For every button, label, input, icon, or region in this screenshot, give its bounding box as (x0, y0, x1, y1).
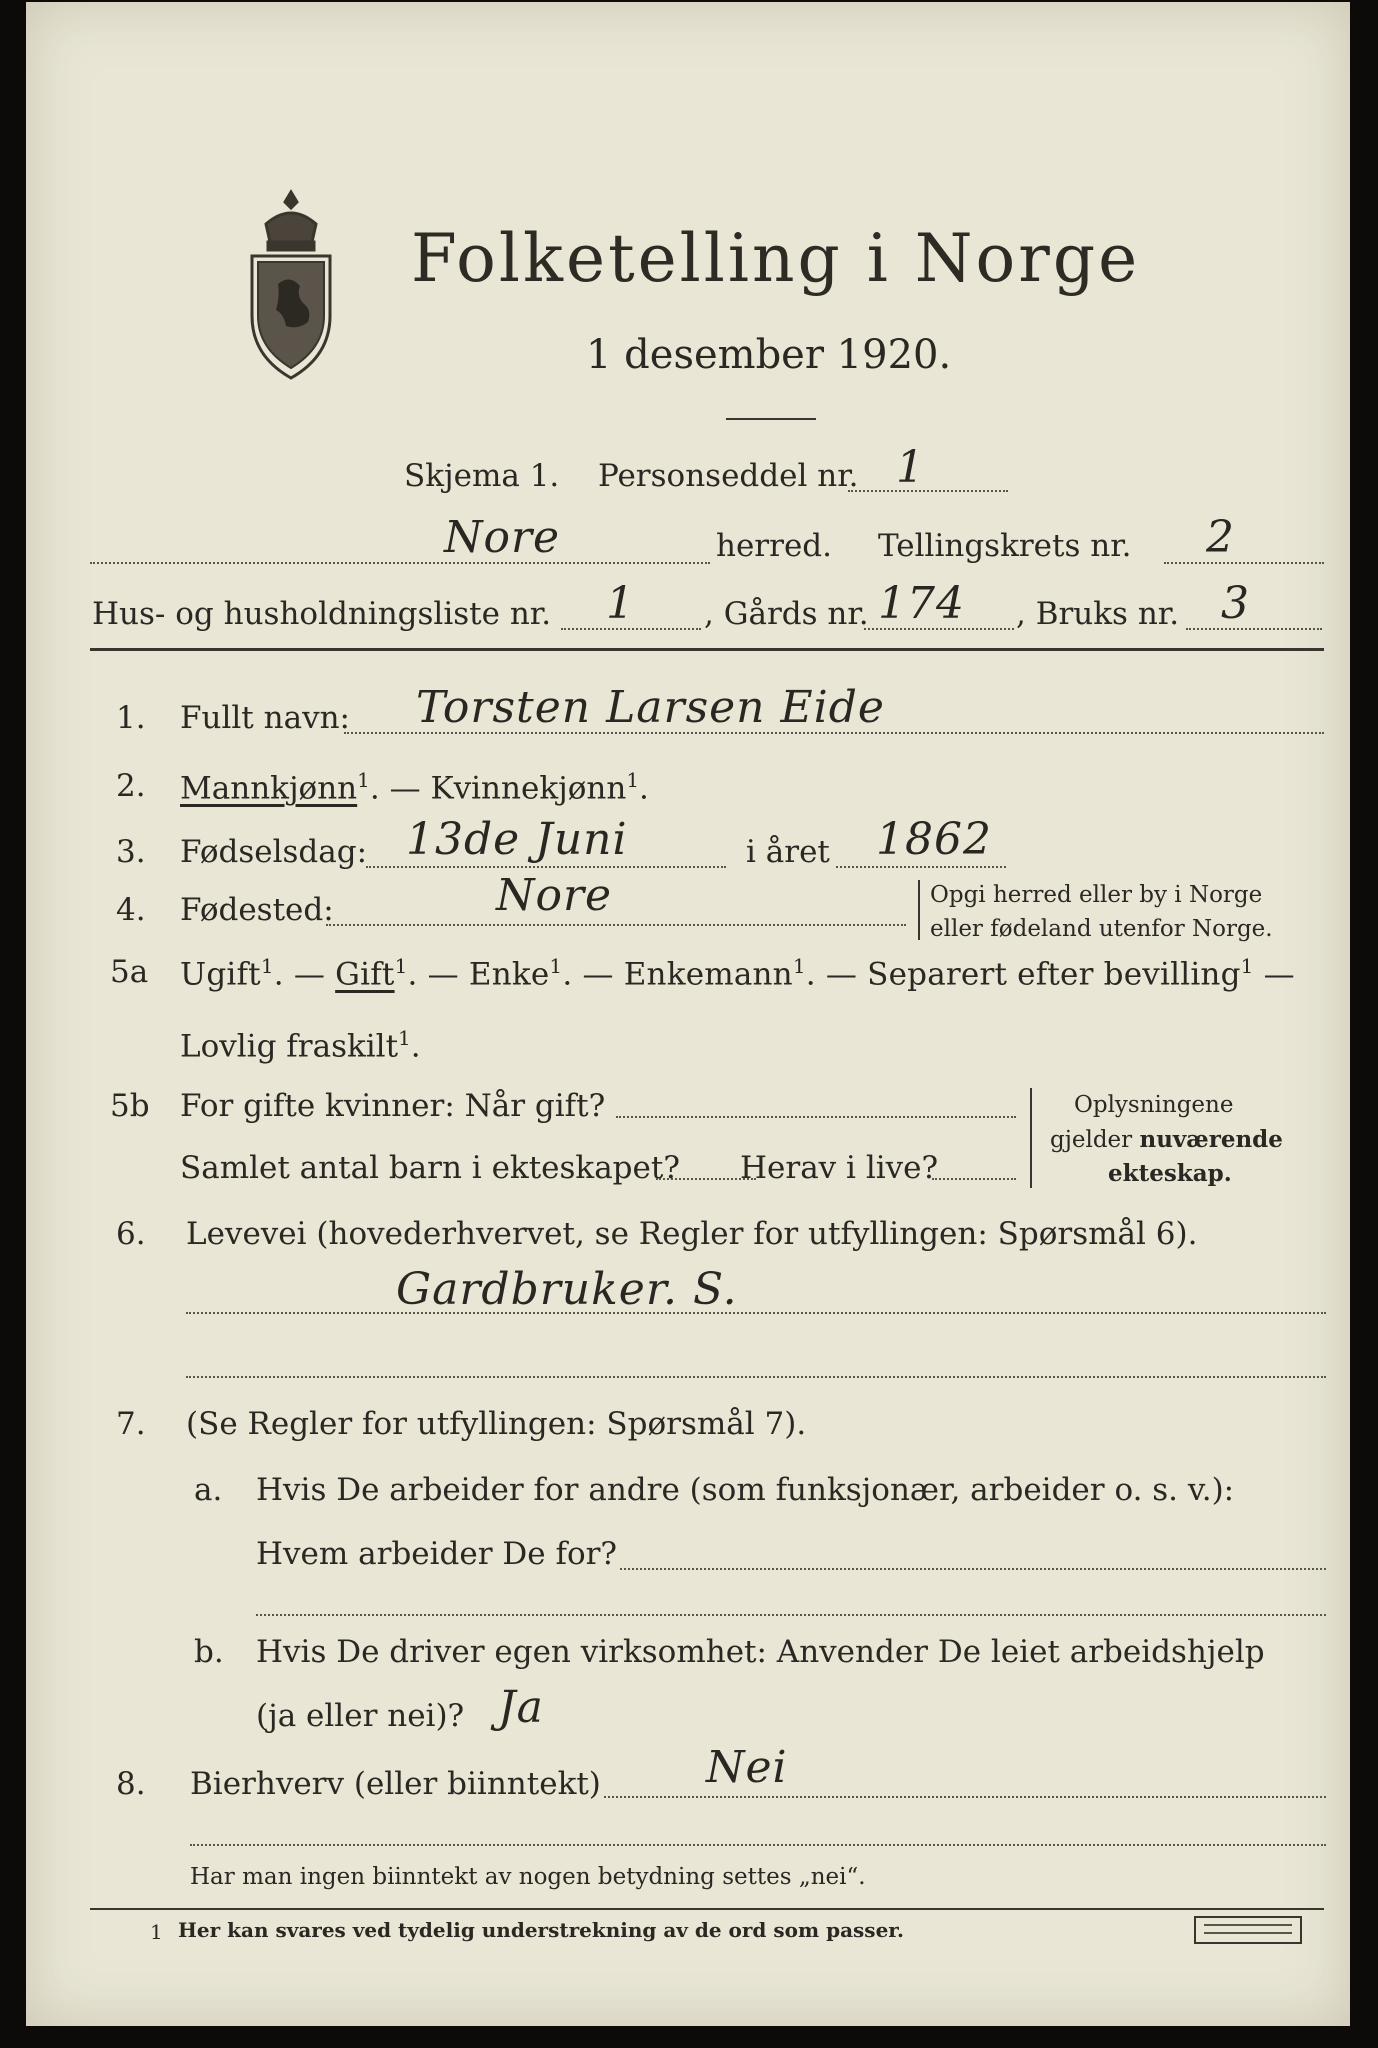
q6-label: Levevei (hovederhvervet, se Regler for utfyllingen: Spørsmål 6). (186, 1216, 1198, 1252)
q5b-alive-label: Herav i live? (740, 1150, 939, 1186)
q3-year-value: 1862 (876, 814, 992, 865)
q5a-number: 5a (110, 954, 149, 990)
gards-label: , Gårds nr. (704, 596, 869, 632)
q2-kvinnekjonn-option: Kvinnekjønn (430, 770, 627, 807)
q7a-letter: a. (194, 1472, 223, 1508)
q2-mannkjonn-option: Mannkjønn (180, 770, 358, 807)
bruks-label: , Bruks nr. (1016, 596, 1180, 632)
tellingskrets-label: Tellingskrets nr. (878, 528, 1132, 564)
husholdningsliste-label: Hus- og husholdningsliste nr. (92, 596, 552, 632)
q5b-note-line2: gjelder nuværende (1050, 1126, 1283, 1153)
q5b-children-label: Samlet antal barn i ekteskapet? (180, 1150, 680, 1186)
printer-stamp (1194, 1916, 1302, 1944)
q3-label: Fødselsdag: (180, 834, 368, 870)
q4-note-brace (918, 880, 920, 940)
q6-dots-1 (186, 1312, 1326, 1314)
bruks-value: 3 (1221, 578, 1250, 629)
q5a-lovlig-option: Lovlig fraskilt$^1$. (180, 1026, 421, 1065)
q5a-gift-option: Gift (335, 956, 395, 993)
q7a-dots-1 (620, 1568, 1326, 1570)
q5a-marital-options: Ugift$^1$. — Gift$^1$. — Enke$^1$. — Enkemann$^1$. — Separert efter bevilling$^1$ — (180, 954, 1295, 993)
footnote-text: Her kan svares ved tydelig understrekning av de ord som passer. (178, 1918, 904, 1942)
q7-number: 7. (116, 1406, 146, 1442)
q5a-separert-option: Separert efter bevilling (867, 956, 1241, 993)
q6-dots-2 (186, 1376, 1326, 1378)
coat-of-arms-icon (244, 184, 338, 384)
footer-divider (90, 1908, 1324, 1910)
q1-label: Fullt navn: (180, 700, 350, 736)
form-date: 1 desember 1920. (586, 332, 952, 378)
q4-birthplace-value: Nore (496, 870, 613, 921)
gards-value: 174 (878, 578, 965, 629)
q7a-question: Hvis De arbeider for andre (som funksjonær, arbeider o. s. v.): (256, 1472, 1235, 1508)
q1-number: 1. (116, 700, 146, 736)
q7b-question: Hvis De driver egen virksomhet: Anvender De leiet arbeidshjelp (256, 1634, 1265, 1670)
title-divider (726, 418, 816, 420)
q7-label: (Se Regler for utfyllingen: Spørsmål 7). (186, 1406, 807, 1442)
herred-dots (90, 562, 710, 564)
q4-label: Fødested: (180, 892, 334, 928)
bruks-dots (1186, 628, 1322, 630)
q2-number: 2. (116, 768, 146, 804)
footnote-marker: 1 (150, 1920, 163, 1944)
skjema-label: Skjema 1. (404, 458, 560, 494)
q8-side-income-value: Nei (706, 1742, 788, 1793)
personseddel-label: Personseddel nr. (598, 458, 859, 494)
q7b-yes-no-label: (ja eller nei)? (256, 1698, 465, 1734)
q2-gender-options: Mannkjønn$^1$. — Kvinnekjønn$^1$. (180, 768, 649, 807)
q5b-note-line1: Oplysningene (1074, 1092, 1234, 1118)
q5b-alive-dots (932, 1178, 1016, 1180)
q4-number: 4. (116, 892, 146, 928)
personseddel-dots (848, 490, 1008, 492)
census-form-sheet (26, 2, 1350, 2026)
q3-year-label: i året (746, 834, 830, 870)
herred-value: Nore (444, 512, 561, 563)
q6-occupation-value: Gardbruker. S. (396, 1264, 738, 1315)
q7b-answer-value: Ja (498, 1682, 544, 1733)
q5a-enke-option: Enke (468, 956, 550, 993)
nei-note: Har man ingen biinntekt av nogen betydning settes „nei“. (190, 1864, 866, 1890)
husholdningsliste-value: 1 (606, 578, 635, 629)
q5b-note-brace (1030, 1088, 1032, 1188)
personseddel-value: 1 (896, 442, 925, 493)
tellingskrets-value: 2 (1206, 512, 1235, 563)
q4-dots (326, 924, 906, 926)
q1-full-name-value: Torsten Larsen Eide (416, 682, 885, 733)
herred-label: herred. (716, 528, 832, 564)
q8-dots-2 (190, 1844, 1326, 1846)
q5b-when-married-label: For gifte kvinner: Når gift? (180, 1088, 606, 1124)
q3-day-dots (366, 866, 726, 868)
q5a-ugift-option: Ugift (180, 956, 261, 993)
header-divider (90, 648, 1324, 651)
q4-note-line2: eller fødeland utenfor Norge. (930, 916, 1273, 942)
q3-birthday-value: 13de Juni (406, 814, 628, 865)
q8-label: Bierhverv (eller biinntekt) (190, 1766, 601, 1802)
q5a-enkemann-option: Enkemann (623, 956, 793, 993)
q4-note-line1: Opgi herred eller by i Norge (930, 882, 1263, 908)
q5b-note-line3: ekteskap. (1108, 1160, 1232, 1187)
q5b-number: 5b (110, 1088, 150, 1124)
q8-dots-1 (604, 1796, 1326, 1798)
q8-number: 8. (116, 1766, 146, 1802)
q5b-when-married-dots (616, 1116, 1016, 1118)
tellingskrets-dots (1164, 562, 1324, 564)
form-title: Folketelling i Norge (411, 220, 1141, 297)
q7b-letter: b. (194, 1634, 224, 1670)
q7a-dots-2 (256, 1614, 1326, 1616)
q7a-employer-label: Hvem arbeider De for? (256, 1536, 618, 1572)
q6-number: 6. (116, 1216, 146, 1252)
q3-number: 3. (116, 834, 146, 870)
q3-year-dots (836, 866, 1006, 868)
